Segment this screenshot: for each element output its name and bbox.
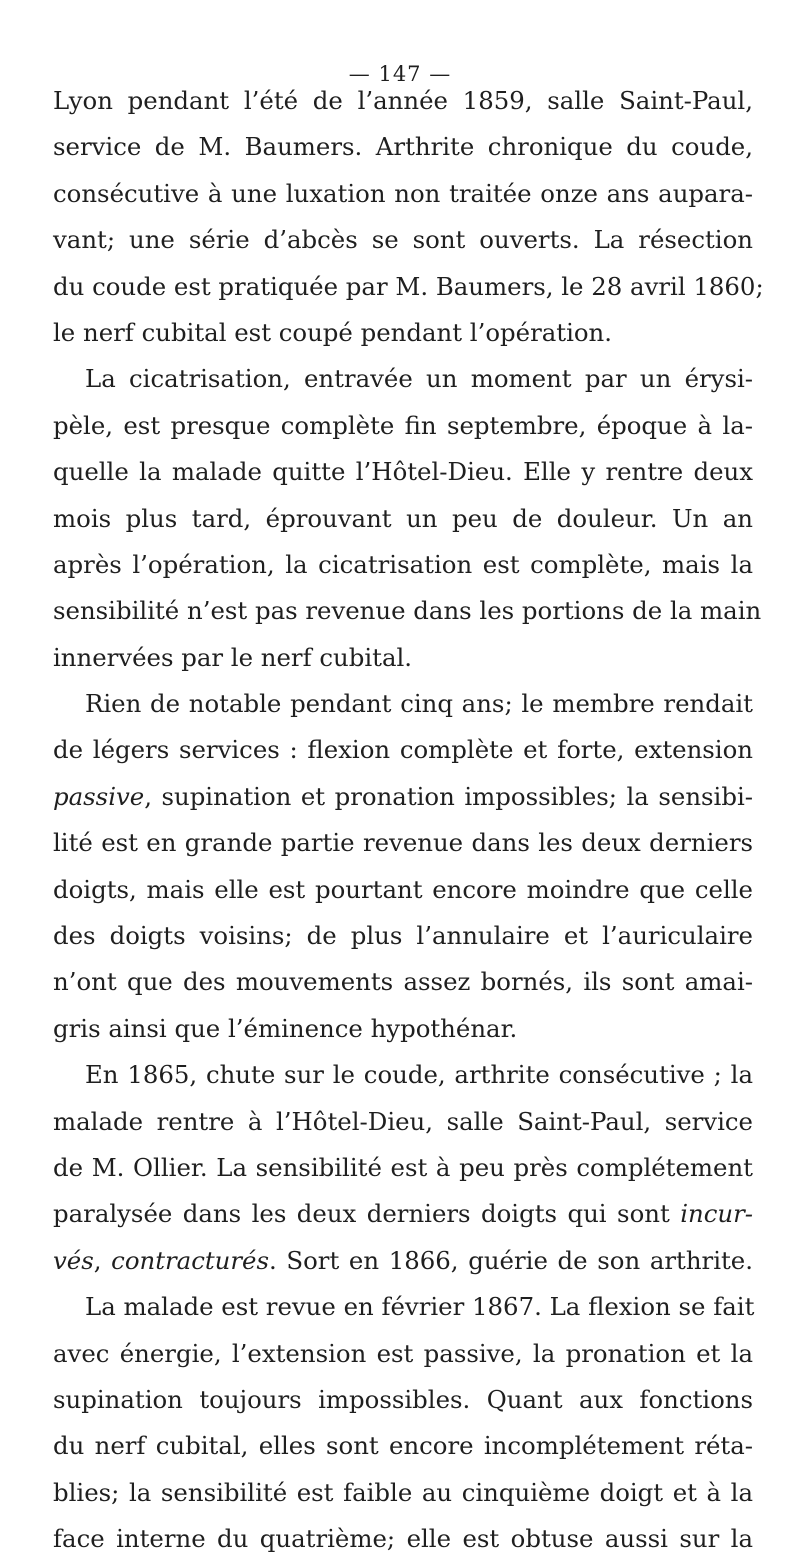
text-line: mois plus tard, éprouvant un peu de douleur. Un an	[53, 503, 753, 533]
text-line: La malade est revue en février 1867. La flexion se fait	[85, 1292, 755, 1322]
text-line: de M. Ollier. La sensibilité est à peu près complétement	[53, 1152, 753, 1182]
body-text	[53, 78, 764, 1563]
text-segment: ,	[93, 1245, 112, 1275]
text-line: lité est en grande partie revenue dans les deux derniers	[53, 828, 753, 858]
text-line: consécutive à une luxation non traitée onze ans aupara-	[53, 178, 753, 208]
text-line: Rien de notable pendant cinq ans; le membre rendait	[85, 689, 753, 719]
text-line: avec énergie, l’extension est passive, la pronation et la	[53, 1338, 753, 1368]
italic-word: vés	[53, 1245, 94, 1275]
text-line: pèle, est presque complète fin septembre, époque à la-	[53, 410, 753, 440]
text-line: malade rentre à l’Hôtel-Dieu, salle Saint-Paul, service	[53, 1106, 753, 1136]
text-segment: , supination et pronation impossibles; la sensibi-	[144, 781, 753, 811]
text-line: innervées par le nerf cubital.	[53, 642, 413, 672]
text-line: En 1865, chute sur le coude, arthrite consécutive ; la	[85, 1060, 753, 1090]
text-line: sensibilité n’est pas revenue dans les portions de la main	[53, 596, 762, 626]
italic-word: contracturés	[111, 1245, 269, 1275]
text-segment: . Sort en 1866, guérie de son arthrite.	[269, 1245, 753, 1275]
text-line	[53, 1238, 753, 1284]
text-segment: paralysée dans les deux derniers doigts qui sont	[53, 1199, 681, 1229]
text-line: quelle la malade quitte l’Hôtel-Dieu. Elle y rentre deux	[53, 457, 753, 487]
text-line: La cicatrisation, entravée un moment par un érysi-	[85, 364, 753, 394]
text-line	[53, 774, 753, 820]
text-line: supination toujours impossibles. Quant aux fonctions	[53, 1384, 753, 1414]
text-line: des doigts voisins; de plus l’annulaire et l’auriculaire	[53, 921, 753, 951]
text-line: face interne du quatrième; elle est obtuse aussi sur la	[53, 1524, 753, 1554]
text-line: vant; une série d’abcès se sont ouverts. La résection	[53, 225, 753, 255]
text-line: Lyon pendant l’été de l’année 1859, salle Saint-Paul,	[53, 86, 753, 115]
text-line: doigts, mais elle est pourtant encore moindre que celle	[53, 874, 753, 904]
italic-word: passive	[53, 781, 145, 811]
text-line: le nerf cubital est coupé pendant l’opération.	[53, 317, 613, 347]
page-number: — 147 —	[348, 62, 452, 86]
text-line	[53, 1191, 753, 1237]
text-line: n’ont que des mouvements assez bornés, ils sont amai-	[53, 967, 753, 997]
text-line: de légers services : flexion complète et forte, extension	[53, 735, 753, 765]
text-line: après l’opération, la cicatrisation est complète, mais la	[53, 549, 753, 579]
text-line: gris ainsi que l’éminence hypothénar.	[53, 1013, 518, 1043]
italic-word: incur-	[680, 1199, 753, 1229]
text-line: blies; la sensibilité est faible au cinquième doigt et à la	[53, 1477, 753, 1507]
text-line: du nerf cubital, elles sont encore incomplétement réta-	[53, 1431, 753, 1461]
text-line: service de M. Baumers. Arthrite chronique du coude,	[53, 132, 753, 162]
text-line: du coude est pratiquée par M. Baumers, le 28 avril 1860;	[53, 271, 764, 301]
